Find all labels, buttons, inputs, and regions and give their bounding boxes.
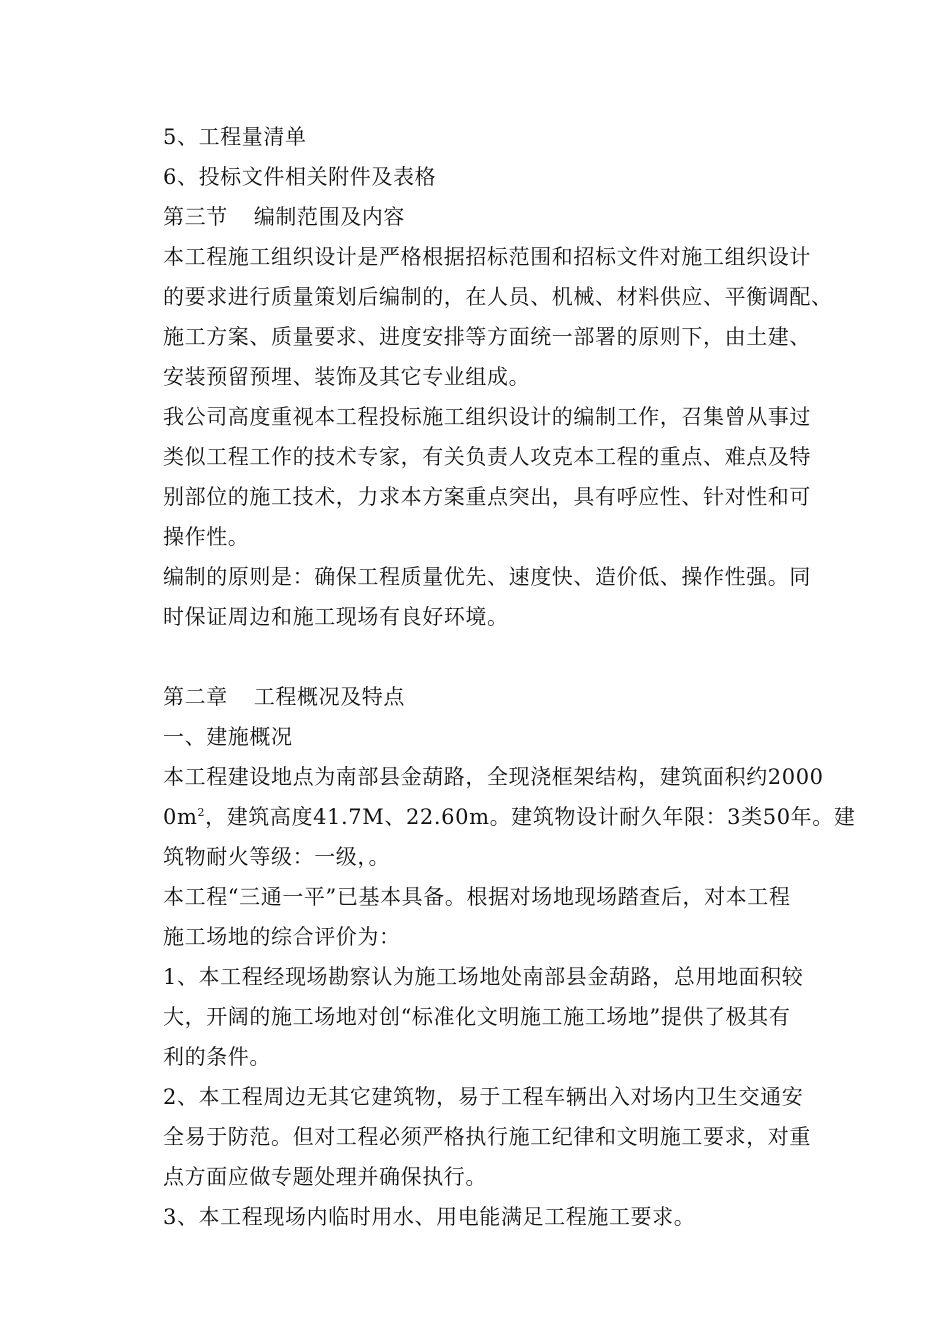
subsection-heading: 一、建施概况 <box>163 725 293 749</box>
paragraph: 我公司高度重视本工程投标施工组织设计的编制工作，召集曾从事过 类似工程工作的技术专家，有关负责人攻克本工程的重点、难点及特 别部位的施工技术，力求本方案重点突出，具有呼应性、针对性和可 操作性。 <box>163 405 811 549</box>
document-body <box>163 117 856 1237</box>
list-item: 1、本工程经现场勘察认为施工场地处南部县金葫路，总用地面积较 大，开阔的施工场地对创“标准化文明施工施工场地”提供了极其有 利的条件。 <box>163 965 804 1069</box>
list-item: 3、本工程现场内临时用水、用电能满足工程施工要求。 <box>163 1205 696 1229</box>
list-item: 5、工程量清单 <box>163 125 307 149</box>
chapter-heading: 第二章 工程概况及特点 <box>163 685 406 709</box>
list-item: 2、本工程周边无其它建筑物，易于工程车辆出入对场内卫生交通安 全易于防范。但对工程必须严格执行施工纪律和文明施工要求，对重 点方面应做专题处理并确保执行。 <box>163 1085 811 1189</box>
paragraph: 编制的原则是：确保工程质量优先、速度快、造价低、操作性强。同 时保证周边和施工现场有良好环境。 <box>163 565 811 629</box>
section-heading: 第三节 编制范围及内容 <box>163 205 406 229</box>
paragraph: 本工程建设地点为南部县金葫路，全现浇框架结构，建筑面积约2000 $0m^2$，建筑高度41.7M、22.60m。建筑物设计耐久年限：3类50年。建 筑物耐火等级：一级，。 <box>163 765 856 869</box>
paragraph: 本工程施工组织设计是严格根据招标范围和招标文件对施工组织设计 的要求进行质量策划后编制的，在人员、机械、材料供应、平衡调配、 施工方案、质量要求、进度安排等方面统一部署的原则下，由土建、 安装预留预埋、装饰及其它专业组成。 <box>163 245 833 389</box>
list-item: 6、投标文件相关附件及表格 <box>163 165 437 189</box>
blank-line <box>163 637 848 677</box>
paragraph: 本工程“三通一平”已基本具备。根据对场地现场踏查后，对本工程 施工场地的综合评价为： <box>163 885 791 949</box>
